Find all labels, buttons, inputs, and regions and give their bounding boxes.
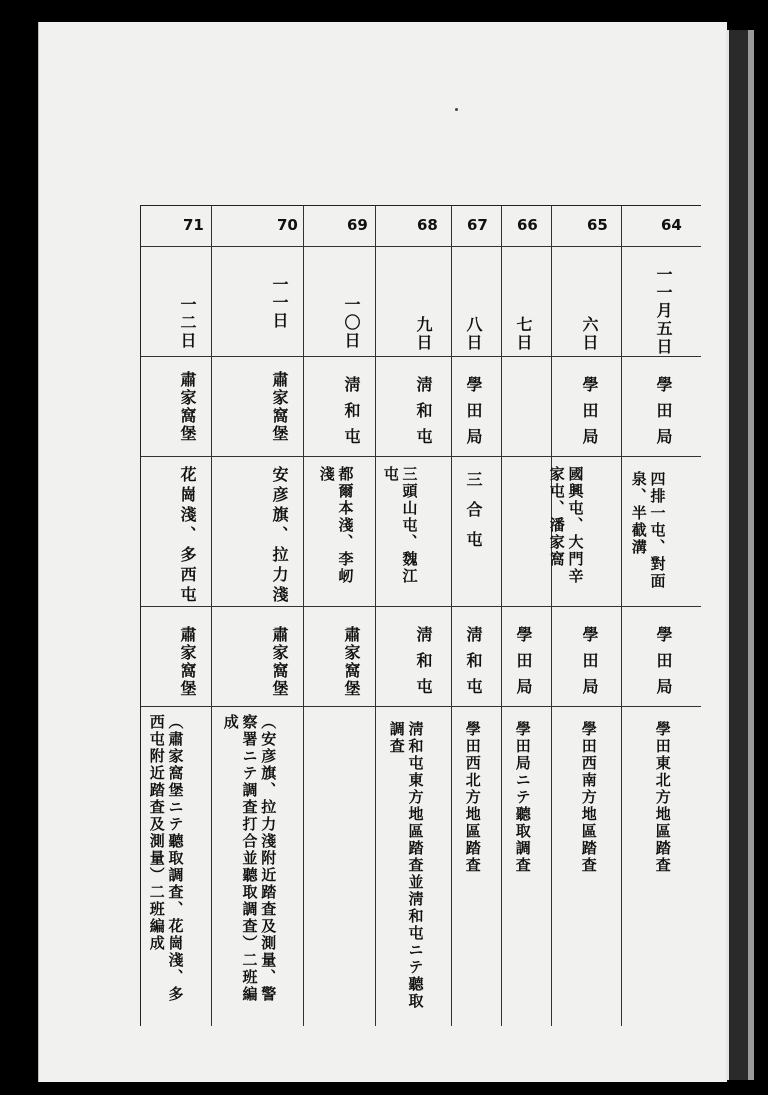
column-divider <box>551 206 552 1026</box>
entry-remarks: （安彦旗、拉力淺附近踏査及測量、警察署ニテ調査打合並聽取調査）二班編成 <box>221 714 278 1003</box>
entry-villages: 花崗淺、多西屯 <box>178 466 197 606</box>
column-divider <box>375 206 376 1026</box>
entry-place: 淸和屯 <box>414 376 433 454</box>
entry-place: 學田局 <box>464 376 483 454</box>
entry-number: 68 <box>417 216 438 234</box>
entry-date: 一〇日 <box>342 296 361 350</box>
entry-date: 一一月五日 <box>654 266 673 356</box>
entry-lodging: 學田局 <box>580 626 599 704</box>
row-rule <box>141 606 701 607</box>
entry-place: 學田局 <box>654 376 673 454</box>
column-divider <box>501 206 502 1026</box>
entry-number: 64 <box>661 216 682 234</box>
column-divider <box>451 206 452 1026</box>
entry-place: 肅家窩堡 <box>270 371 289 443</box>
entry-place: 肅家窩堡 <box>178 371 197 443</box>
entry-villages: 國興屯、大門辛家屯、潘家窩 <box>547 466 585 585</box>
entry-date: 一二日 <box>178 296 197 350</box>
entry-number: 66 <box>517 216 538 234</box>
page-edge <box>726 30 749 1080</box>
entry-place: 淸和屯 <box>342 376 361 454</box>
ink-speck <box>455 108 458 111</box>
entry-remarks: 學田東北方地區踏査 <box>653 721 672 874</box>
entry-lodging: 淸和屯 <box>464 626 483 704</box>
entry-date: 八日 <box>464 316 483 352</box>
entry-remarks: 淸和屯東方地區踏査並淸和屯ニテ聽取調査 <box>387 721 425 1010</box>
entry-lodging: 學田局 <box>654 626 673 704</box>
entry-date: 九日 <box>414 316 433 352</box>
entry-lodging: 淸和屯 <box>414 626 433 704</box>
column-divider <box>211 206 212 1026</box>
entry-villages: 三頭山屯、魏江屯 <box>381 466 419 585</box>
entry-date: 一一日 <box>270 276 289 330</box>
entry-number: 70 <box>277 216 298 234</box>
entry-date: 六日 <box>580 316 599 352</box>
entry-remarks: 學田西南方地區踏査 <box>579 721 598 874</box>
entry-number: 67 <box>467 216 488 234</box>
entry-remarks: 學田局ニテ聽取調査 <box>513 721 532 874</box>
entry-lodging: 學田局 <box>514 626 533 704</box>
entry-lodging: 肅家窩堡 <box>178 626 197 698</box>
entry-remarks: （肅家窩堡ニテ聽取調査、花崗淺、多西屯附近踏査及測量）二班編成 <box>147 714 185 1003</box>
entry-villages: 三合屯 <box>464 471 483 561</box>
entry-remarks: 學田西北方地區踏査 <box>463 721 482 874</box>
entry-number: 69 <box>347 216 368 234</box>
row-rule <box>141 456 701 457</box>
row-rule <box>141 356 701 357</box>
entry-number: 65 <box>587 216 608 234</box>
entry-date: 七日 <box>514 316 533 352</box>
column-divider <box>621 206 622 1026</box>
page-edge-outer <box>748 30 754 1080</box>
header-rule <box>141 246 701 247</box>
entry-place: 學田局 <box>580 376 599 454</box>
entry-lodging: 肅家窩堡 <box>342 626 361 698</box>
entry-villages: 安彦旗、拉力淺 <box>270 466 289 606</box>
column-divider <box>303 206 304 1026</box>
entry-villages: 都爾本淺、李屻淺 <box>317 466 355 585</box>
itinerary-table <box>140 205 701 1026</box>
row-rule <box>141 706 701 707</box>
entry-number: 71 <box>183 216 204 234</box>
entry-villages: 四排一屯、對面泉、半截溝 <box>629 471 667 590</box>
entry-lodging: 肅家窩堡 <box>270 626 289 698</box>
